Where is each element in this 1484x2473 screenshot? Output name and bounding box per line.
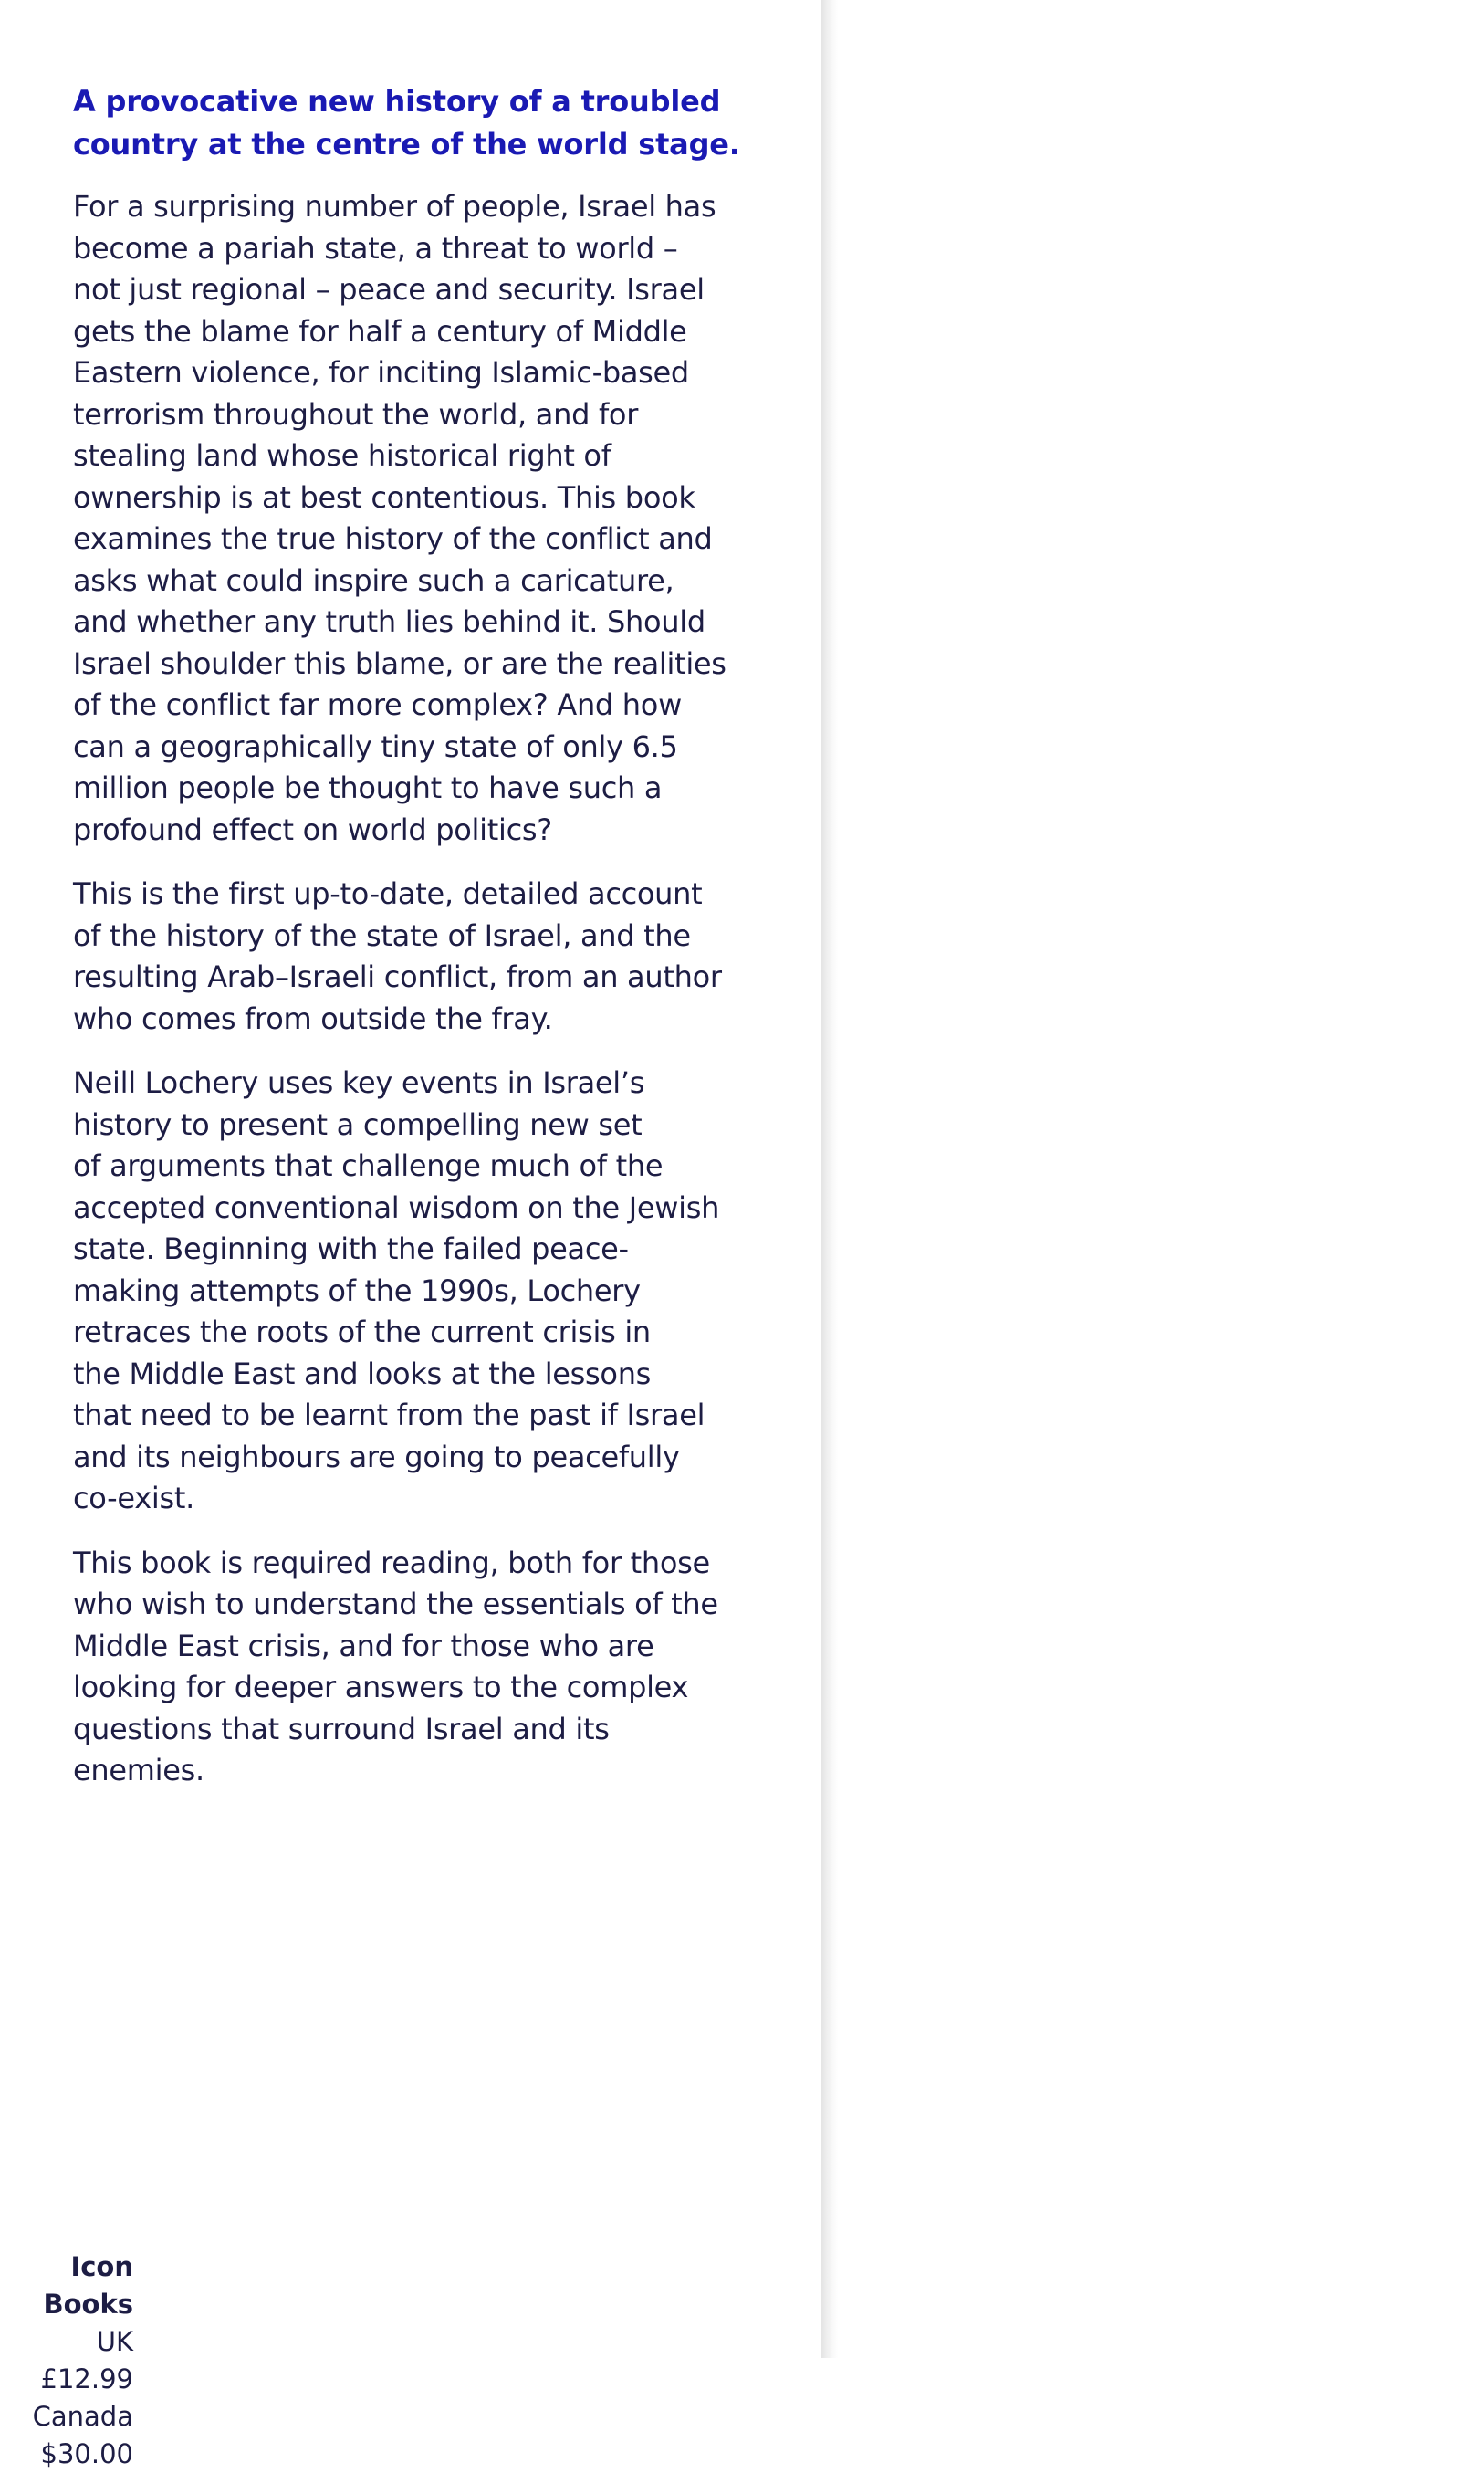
price-line-uk <box>0 2248 133 2398</box>
price-uk: UK £12.99 <box>40 2326 133 2394</box>
blurb-headline: A provocative new history of a troubled country at the centre of the world stage. <box>73 84 740 162</box>
blurb-paragraph-2: This is the first up-to-date, detailed account of the history of the state of Israel, and the resulting Arab–Israeli conflict, from an author who comes from outside the fray. <box>73 876 722 1036</box>
publisher-name: Icon Books <box>43 2251 133 2320</box>
blurb-paragraph-1: For a surprising number of people, Israel has become a pariah state, a threat to world – not just regional – peace and security. Israel gets the blame for half a century of Middle Eastern violence, for inciting Islamic-based terrorism throughout the world, and for stealing land whose historical right of ownership is at best contentious. This book examines the true history of the conflict and asks what could inspire such a caricature, and whether any truth lies behind it. Should Israel shoulder this blame, or are the realities of the conflict far more complex? And how can a geographically tiny state of only 6.5 million people be thought to have such a profound effect on world politics? <box>73 189 726 847</box>
blurb-paragraph-4: This book is required reading, both for those who wish to understand the essentials of the Middle East crisis, and for those who are looking for deeper answers to the complex questions that surround Israel and its enemies. <box>73 1545 718 1787</box>
price-canada: Canada $30.00 <box>32 2401 133 2469</box>
flap-content <box>73 80 758 1815</box>
fold-shadow <box>821 0 838 2358</box>
price-block <box>0 2248 133 2473</box>
blurb-paragraph-3: Neill Lochery uses key events in Israel’s history to present a compelling new set of arguments that challenge much of the accepted conventional wisdom on the Jewish state. Beginning with the failed peace- making attempts of the 1990s, Lochery retraces the roots of the current crisis in the Middle East and looks at the lessons that need to be learnt from the past if Israel and its neighbours are going to peacefully co-exist. <box>73 1065 720 1515</box>
